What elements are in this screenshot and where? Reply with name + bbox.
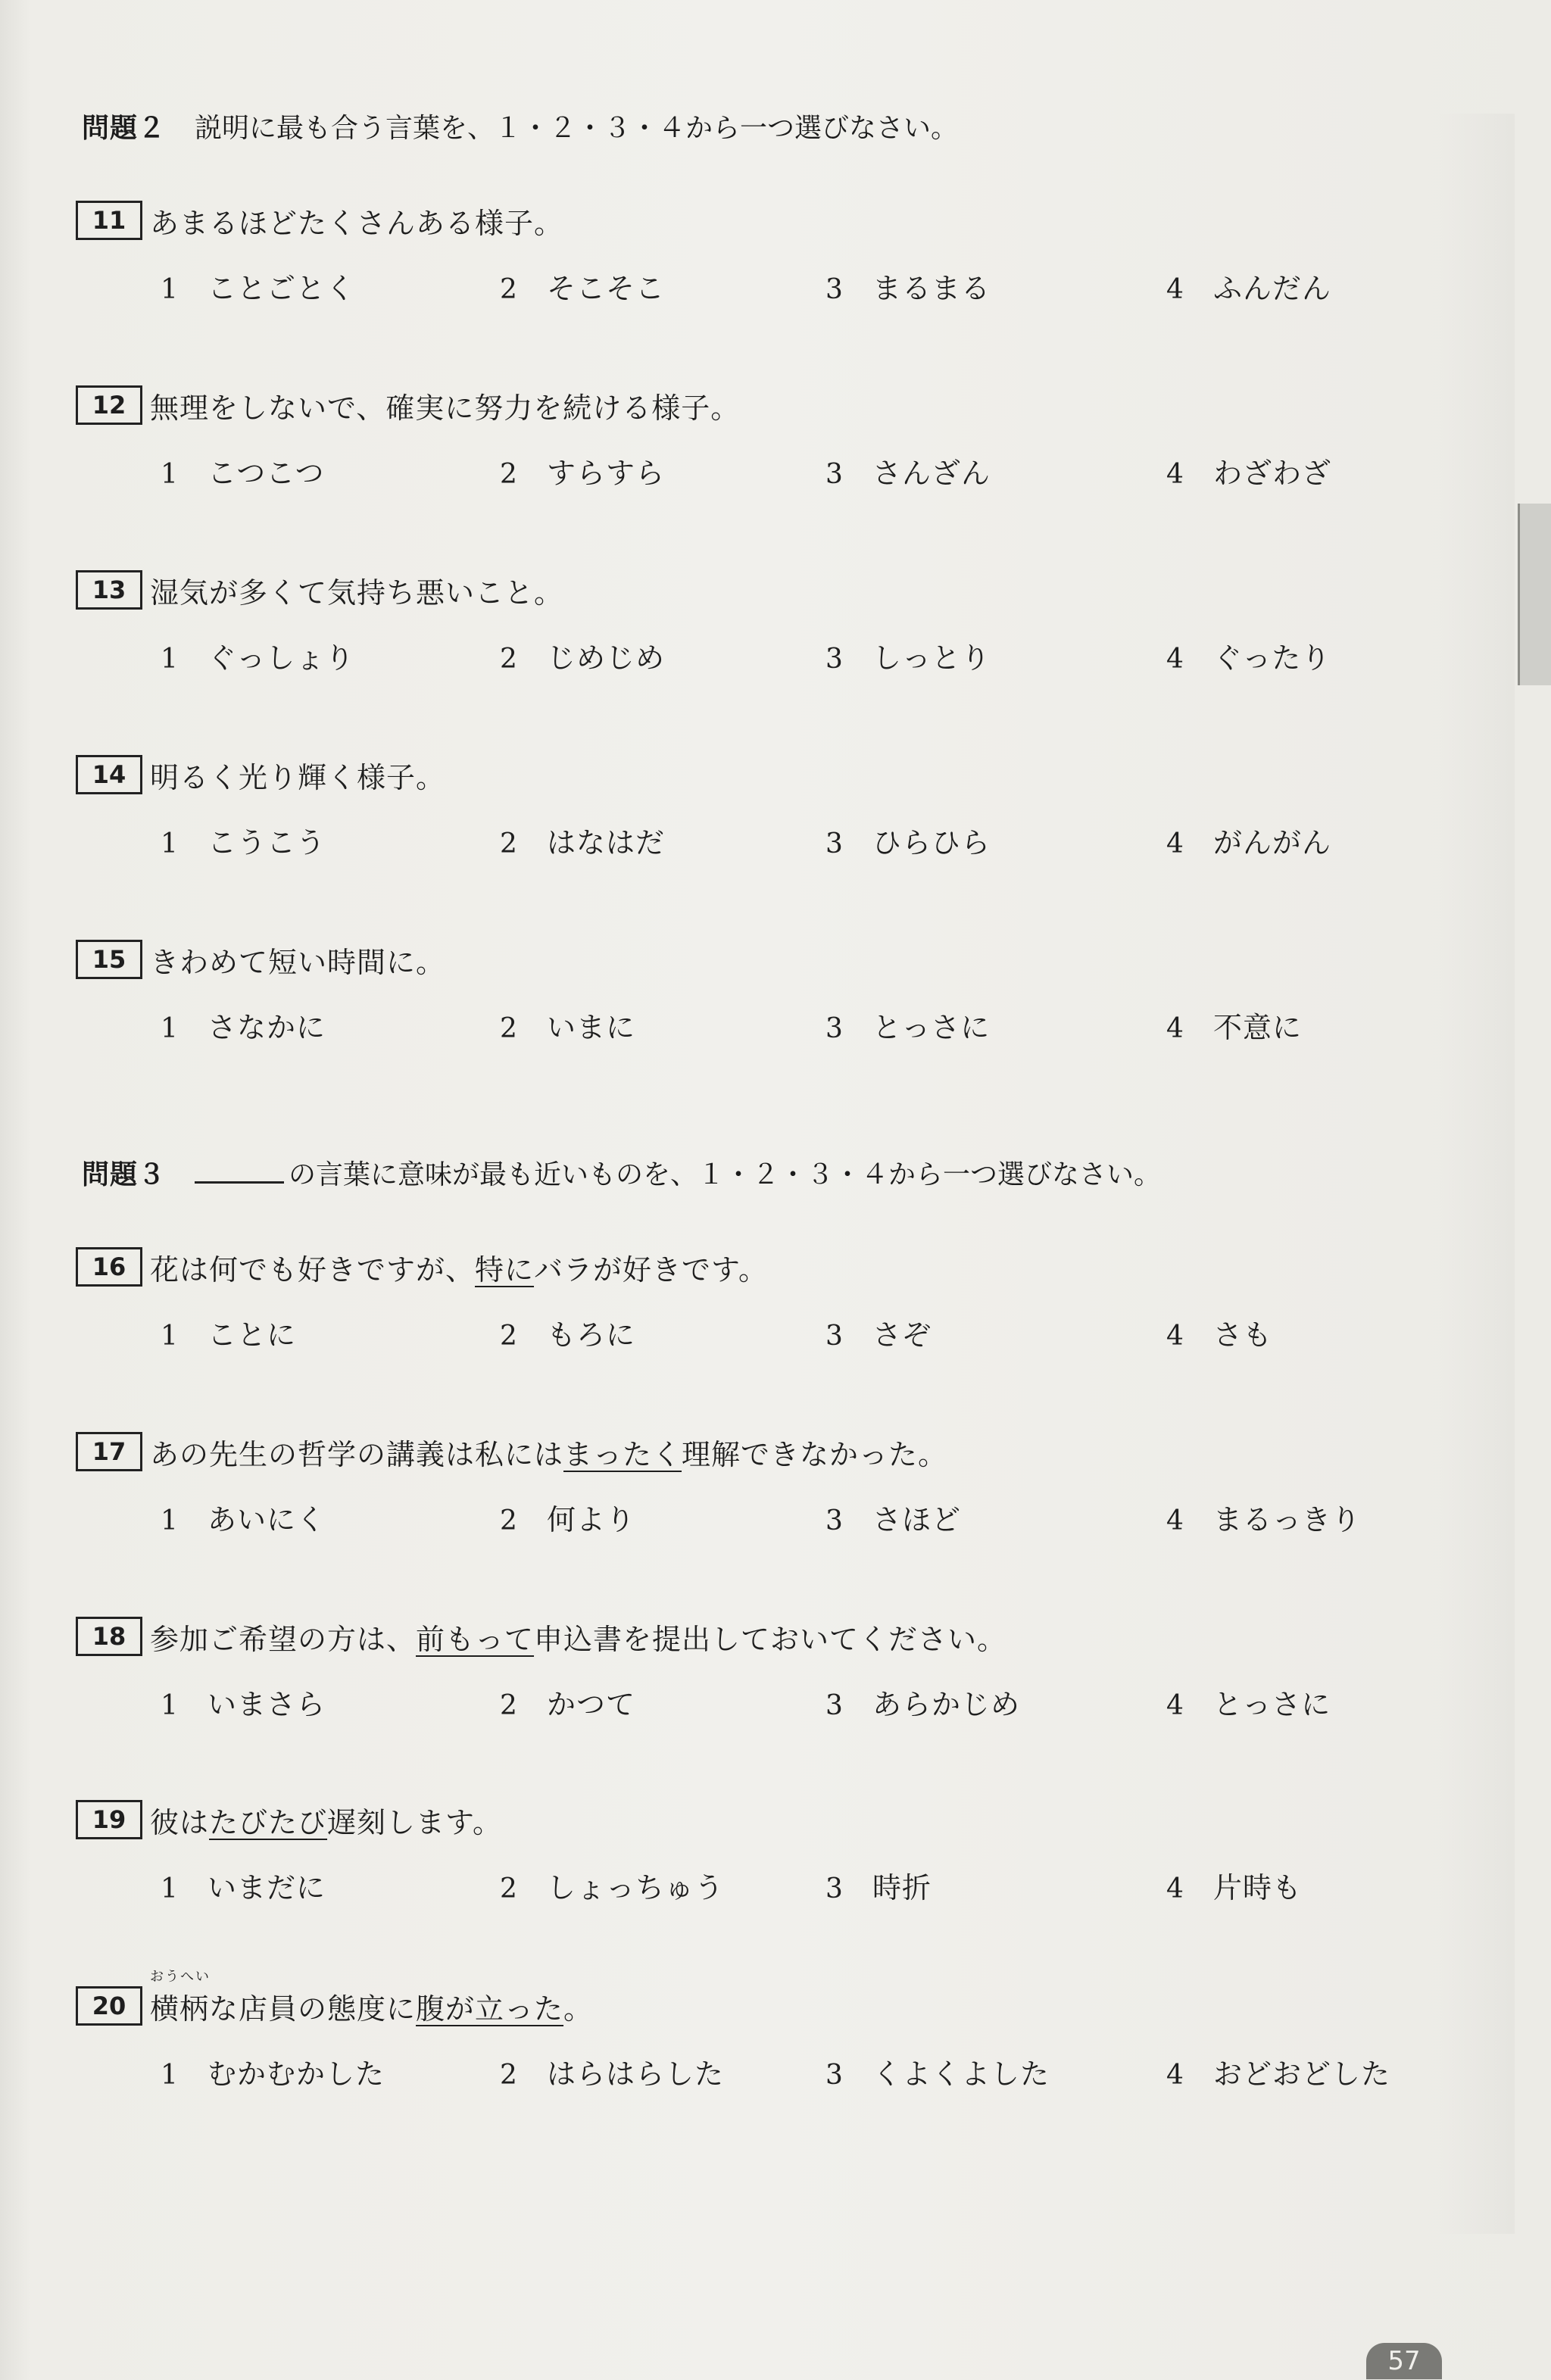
question-number-box: 15 xyxy=(76,940,142,979)
option-number: 3 xyxy=(825,1873,844,1904)
option-text: 何より xyxy=(547,1503,636,1536)
option-text: いまに xyxy=(547,1011,636,1044)
stem-text: きわめて短い時間に。 xyxy=(150,945,446,979)
stem-text: 遅刻します。 xyxy=(327,1805,502,1839)
answer-option-3[interactable] xyxy=(825,819,991,865)
option-number: 3 xyxy=(825,1505,844,1536)
question-12 xyxy=(76,380,1454,554)
answer-option-2[interactable] xyxy=(500,635,665,680)
option-text: ぐったり xyxy=(1213,641,1331,675)
question-stem xyxy=(150,939,445,981)
option-text: くよくよした xyxy=(872,2057,1050,2091)
option-number: 3 xyxy=(825,828,844,859)
option-text: さんざん xyxy=(872,457,991,490)
underline-blank xyxy=(195,1156,284,1184)
question-number-box: 12 xyxy=(76,385,142,425)
option-text: もろに xyxy=(547,1318,636,1352)
option-number: 4 xyxy=(1166,1873,1184,1904)
question-stem-line xyxy=(76,195,563,245)
answer-option-2[interactable] xyxy=(500,1496,635,1542)
question-number-box: 20 xyxy=(76,1986,142,2026)
question-stem xyxy=(150,1968,594,2027)
option-text: さほど xyxy=(872,1503,962,1536)
option-number: 1 xyxy=(161,2060,179,2091)
question-stem-line xyxy=(76,750,445,800)
question-stem xyxy=(150,385,740,426)
option-number: 1 xyxy=(161,459,179,490)
answer-option-1[interactable] xyxy=(161,450,324,495)
option-text: しっとり xyxy=(872,641,991,675)
option-text: まるまる xyxy=(872,272,991,305)
question-19 xyxy=(76,1795,1454,1969)
option-text: はらはらした xyxy=(547,2057,725,2091)
option-text: さも xyxy=(1213,1318,1273,1352)
answer-option-3[interactable] xyxy=(825,1864,932,1910)
answer-option-1[interactable] xyxy=(161,1681,326,1727)
section-2-instruction: 説明に最も合う言葉を、１・２・３・４から一つ選びなさい。 xyxy=(195,113,959,144)
answer-option-4[interactable] xyxy=(1166,1681,1331,1727)
question-stem-line xyxy=(76,1968,594,2031)
stem-text: 彼は xyxy=(150,1805,210,1839)
stem-text: 無理をしないで、確実に努力を続ける様子。 xyxy=(150,391,741,425)
question-number-box: 17 xyxy=(76,1432,142,1471)
stem-text: あまるほどたくさんある様子。 xyxy=(150,206,564,240)
option-number: 3 xyxy=(825,1013,844,1044)
option-text: すらすら xyxy=(547,457,666,490)
option-text: ふんだん xyxy=(1213,272,1332,305)
stem-text: 花は何でも好きですが、 xyxy=(150,1252,476,1287)
option-text: とっさに xyxy=(872,1011,991,1044)
question-stem xyxy=(150,1616,1006,1658)
section-3-instruction: の言葉に意味が最も近いものを、１・２・３・４から一つ選びなさい。 xyxy=(289,1159,1162,1190)
answer-option-3[interactable] xyxy=(825,2051,1050,2096)
chapter-edge-tab xyxy=(1518,504,1551,685)
option-number: 3 xyxy=(825,1690,844,1721)
option-number: 2 xyxy=(500,459,518,490)
answer-option-1[interactable] xyxy=(161,819,326,865)
answer-option-1[interactable] xyxy=(161,1496,326,1542)
option-text: とっさに xyxy=(1213,1688,1331,1721)
question-stem-line xyxy=(76,1611,1006,1661)
underlined-target-phrase: 特に xyxy=(475,1252,535,1287)
answer-option-1[interactable] xyxy=(161,1312,296,1357)
question-15 xyxy=(76,934,1454,1109)
section-3-label: 問題３ xyxy=(82,1159,167,1190)
option-text: 時折 xyxy=(872,1871,932,1904)
question-20 xyxy=(76,1968,1454,2155)
option-number: 3 xyxy=(825,644,844,675)
option-text: むかむかした xyxy=(208,2057,385,2091)
option-number: 3 xyxy=(825,1321,844,1352)
answer-option-4[interactable] xyxy=(1166,450,1331,495)
question-number-box: 13 xyxy=(76,570,142,610)
option-number: 1 xyxy=(161,1505,179,1536)
option-text: しょっちゅう xyxy=(547,1871,725,1904)
option-number: 2 xyxy=(500,2060,518,2091)
answer-option-2[interactable] xyxy=(500,2051,724,2096)
question-number-box: 19 xyxy=(76,1800,142,1839)
option-text: さなかに xyxy=(208,1011,326,1044)
option-number: 4 xyxy=(1166,1690,1184,1721)
question-stem xyxy=(150,200,563,242)
option-number: 2 xyxy=(500,1873,518,1904)
answer-option-2[interactable] xyxy=(500,1312,635,1357)
option-text: さぞ xyxy=(872,1318,932,1352)
answer-option-3[interactable] xyxy=(825,1681,1020,1727)
answer-option-4[interactable] xyxy=(1166,1312,1272,1357)
stem-text: な店員の態度に xyxy=(209,1992,417,2026)
option-text: かつて xyxy=(547,1688,636,1721)
answer-option-1[interactable] xyxy=(161,1864,326,1910)
option-number: 2 xyxy=(500,644,518,675)
answer-option-4[interactable] xyxy=(1166,2051,1390,2096)
stem-text: 参加ご希望の方は、 xyxy=(150,1622,417,1656)
section-3-heading xyxy=(82,1153,1161,1198)
question-stem xyxy=(150,1246,768,1288)
answer-option-1[interactable] xyxy=(161,2051,385,2096)
underlined-target-phrase: 前もって xyxy=(416,1622,535,1656)
answer-option-4[interactable] xyxy=(1166,1864,1302,1910)
answer-option-4[interactable] xyxy=(1166,1004,1302,1050)
option-text: ことに xyxy=(208,1318,297,1352)
stem-ruby-base: 横柄 xyxy=(150,1992,210,2026)
answer-option-4[interactable] xyxy=(1166,1496,1361,1542)
option-number: 2 xyxy=(500,1013,518,1044)
question-number-box: 18 xyxy=(76,1617,142,1656)
answer-option-2[interactable] xyxy=(500,450,665,495)
option-number: 3 xyxy=(825,459,844,490)
option-number: 4 xyxy=(1166,2060,1184,2091)
option-text: まるっきり xyxy=(1213,1503,1362,1536)
answer-option-2[interactable] xyxy=(500,1004,635,1050)
answer-option-2[interactable] xyxy=(500,819,665,865)
option-number: 3 xyxy=(825,2060,844,2091)
option-text: ことごとく xyxy=(208,272,356,305)
option-number: 1 xyxy=(161,1013,179,1044)
option-number: 2 xyxy=(500,828,518,859)
option-text: いまさら xyxy=(208,1688,326,1721)
answer-option-4[interactable] xyxy=(1166,635,1331,680)
option-number: 2 xyxy=(500,274,518,305)
stem-text: 理解できなかった。 xyxy=(682,1437,948,1471)
answer-option-3[interactable] xyxy=(825,1496,961,1542)
question-16 xyxy=(76,1242,1454,1416)
option-text: ひらひら xyxy=(872,826,991,859)
option-number: 1 xyxy=(161,1690,179,1721)
option-text: 片時も xyxy=(1213,1871,1303,1904)
stem-ruby-word xyxy=(150,1968,211,2027)
answer-option-1[interactable] xyxy=(161,1004,326,1050)
question-number-box: 16 xyxy=(76,1247,142,1287)
answer-option-1[interactable] xyxy=(161,265,355,310)
option-number: 2 xyxy=(500,1321,518,1352)
option-text: ぐっしょり xyxy=(208,641,355,675)
question-stem xyxy=(150,754,445,796)
answer-option-3[interactable] xyxy=(825,450,991,495)
option-text: あらかじめ xyxy=(872,1688,1021,1721)
question-stem-line xyxy=(76,1427,947,1477)
answer-option-3[interactable] xyxy=(825,265,991,310)
option-number: 4 xyxy=(1166,644,1184,675)
answer-option-2[interactable] xyxy=(500,1681,635,1727)
answer-option-3[interactable] xyxy=(825,635,991,680)
option-number: 2 xyxy=(500,1505,518,1536)
option-text: わざわざ xyxy=(1213,457,1332,490)
option-text: 不意に xyxy=(1213,1011,1303,1044)
section-2-label: 問題２ xyxy=(82,113,167,144)
question-14 xyxy=(76,750,1454,924)
option-text: はなはだ xyxy=(547,826,666,859)
answer-option-1[interactable] xyxy=(161,635,354,680)
question-17 xyxy=(76,1427,1454,1601)
option-text: あいにく xyxy=(208,1503,326,1536)
answer-option-3[interactable] xyxy=(825,1312,932,1357)
question-13 xyxy=(76,565,1454,739)
option-number: 1 xyxy=(161,828,179,859)
option-number: 4 xyxy=(1166,459,1184,490)
option-text: がんがん xyxy=(1213,826,1332,859)
option-number: 4 xyxy=(1166,1013,1184,1044)
option-number: 4 xyxy=(1166,1321,1184,1352)
question-stem-line xyxy=(76,565,563,615)
option-text: いまだに xyxy=(208,1871,326,1904)
stem-text: 。 xyxy=(563,1992,594,2026)
underlined-target-phrase: 腹が立った xyxy=(416,1992,564,2026)
option-text: こつこつ xyxy=(208,457,325,490)
option-text: おどおどした xyxy=(1213,2057,1391,2091)
furigana-reading: おうへい xyxy=(150,1968,211,1985)
underlined-target-phrase: まったく xyxy=(563,1437,682,1471)
question-stem xyxy=(150,1799,502,1841)
answer-option-2[interactable] xyxy=(500,265,665,310)
option-number: 1 xyxy=(161,1321,179,1352)
option-number: 1 xyxy=(161,644,179,675)
question-stem-line xyxy=(76,1242,768,1292)
question-stem-line xyxy=(76,934,445,984)
answer-option-4[interactable] xyxy=(1166,265,1331,310)
stem-text: 申込書を提出しておいてください。 xyxy=(534,1622,1007,1656)
question-11 xyxy=(76,195,1454,370)
question-stem-line xyxy=(76,380,740,430)
stem-text: バラが好きです。 xyxy=(534,1252,768,1287)
option-text: そこそこ xyxy=(547,272,666,305)
answer-option-3[interactable] xyxy=(825,1004,990,1050)
option-number: 1 xyxy=(161,274,179,305)
section-2-heading xyxy=(82,106,958,151)
option-number: 1 xyxy=(161,1873,179,1904)
option-number: 2 xyxy=(500,1690,518,1721)
stem-text: 湿気が多くて気持ち悪いこと。 xyxy=(150,576,564,610)
option-number: 3 xyxy=(825,274,844,305)
question-number-box: 11 xyxy=(76,201,142,240)
option-number: 4 xyxy=(1166,1505,1184,1536)
answer-option-2[interactable] xyxy=(500,1864,724,1910)
option-number: 4 xyxy=(1166,274,1184,305)
question-stem-line xyxy=(76,1795,502,1845)
option-text: こうこう xyxy=(208,826,326,859)
stem-text: 明るく光り輝く様子。 xyxy=(150,760,446,794)
question-18 xyxy=(76,1611,1454,1786)
stem-text: あの先生の哲学の講義は私には xyxy=(150,1437,564,1471)
option-text: じめじめ xyxy=(547,641,666,675)
underlined-target-phrase: たびたび xyxy=(209,1805,328,1839)
question-stem xyxy=(150,569,563,611)
question-number-box: 14 xyxy=(76,755,142,794)
option-number: 4 xyxy=(1166,828,1184,859)
answer-option-4[interactable] xyxy=(1166,819,1331,865)
question-stem xyxy=(150,1431,947,1473)
page-number: 57 xyxy=(1366,2343,1442,2379)
